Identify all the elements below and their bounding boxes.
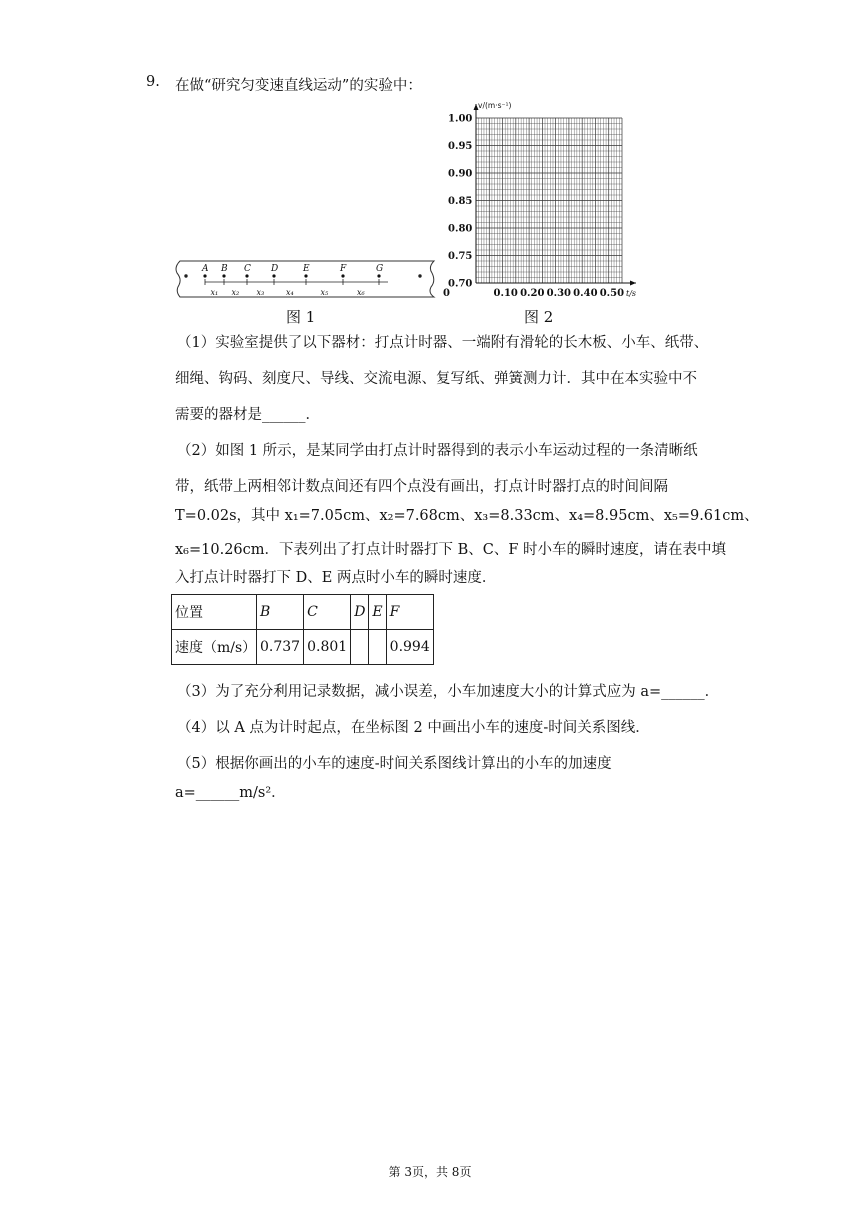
y-axis-label: v/(m·s⁻¹) <box>478 101 512 110</box>
paragraph-2-line-4: x₆=10.26cm．下表列出了打点计时器打下 B、C、F 时小车的瞬时速度，请在表中填 <box>175 542 727 558</box>
question-number: 9. <box>146 74 160 90</box>
y-tick-label: 0.75 <box>448 251 473 262</box>
x-axis-label: t/s <box>626 289 637 298</box>
table-cell: 0.994 <box>386 630 433 665</box>
figure2-caption: 图 2 <box>524 308 554 326</box>
y-tick-label: 0.85 <box>448 196 473 207</box>
x-tick-label: 0.10 <box>493 288 518 299</box>
table-cell: C <box>304 595 351 630</box>
table-cell-blank-d[interactable] <box>351 630 369 665</box>
paragraph-4: （4）以 A 点为计时起点，在坐标图 2 中画出小车的速度-时间关系图线． <box>177 720 650 736</box>
figure2-vt-graph <box>440 100 640 300</box>
y-tick-label: 0.70 <box>448 278 473 290</box>
table-cell: 0.737 <box>257 630 304 665</box>
paragraph-1-line-3: 需要的器材是______． <box>175 407 320 423</box>
figure1-caption: 图 1 <box>286 308 316 326</box>
table-cell: E <box>369 595 386 630</box>
tape-point-label: E <box>303 264 310 274</box>
table-cell-blank-e[interactable] <box>369 630 386 665</box>
paragraph-5-line-1: （5）根据你画出的小车的速度-时间关系图线计算出的小车的加速度 <box>177 756 612 772</box>
tape-segment-label: x₆ <box>357 288 365 297</box>
x-axis-arrow <box>630 281 636 286</box>
tape-dot <box>304 274 307 277</box>
question-title: 在做“研究匀变速直线运动”的实验中： <box>175 78 422 94</box>
x-tick-label: 0.50 <box>599 288 625 299</box>
x-tick-label: 0 <box>443 288 450 299</box>
y-tick-label: 0.95 <box>448 141 473 152</box>
page-footer: 第 3页，共 8页 <box>388 1165 472 1179</box>
table-cell: F <box>386 595 433 630</box>
paragraph-3: （3）为了充分利用记录数据，减小误差，小车加速度大小的计算式应为 a=______． <box>177 684 720 700</box>
tape-point-label: G <box>376 264 384 274</box>
tape-dot <box>222 274 225 277</box>
tape-point-label: C <box>244 264 251 274</box>
tape-point-label: A <box>202 264 209 274</box>
x-tick-label: 0.20 <box>520 288 545 299</box>
paragraph-2-line-2: 带，纸带上两相邻计数点间还有四个点没有画出，打点计时器打点的时间间隔 <box>175 479 668 495</box>
tape-dot <box>203 274 206 277</box>
y-tick-label: 0.80 <box>448 223 473 235</box>
tape-segment-label: x₁ <box>210 288 219 297</box>
tape-point-label: D <box>271 264 279 274</box>
tape-dot <box>377 274 380 277</box>
x-tick-label: 0.30 <box>546 288 571 299</box>
tape-dot <box>272 274 275 277</box>
tape-segment-label: x₃ <box>256 288 265 297</box>
y-tick-label: 0.90 <box>448 168 473 180</box>
tape-point-label: F <box>340 264 347 274</box>
tape-segment-label: x₄ <box>286 288 294 297</box>
table-cell: D <box>351 595 369 630</box>
table-row <box>172 630 434 665</box>
paragraph-1-line-2: 细绳、钩码、刻度尺、导线、交流电源、复写纸、弹簧测力计．其中在本实验中不 <box>175 371 697 387</box>
y-tick-label: 1.00 <box>448 113 473 125</box>
paragraph-1-line-1: （1）实验室提供了以下器材：打点计时器、一端附有滑轮的长木板、小车、纸带、 <box>177 335 709 351</box>
paragraph-2-line-5: 入打点计时器打下 D、E 两点时小车的瞬时速度． <box>175 570 497 586</box>
table-cell: 位置 <box>172 595 257 630</box>
paragraph-2-line-1: （2）如图 1 所示，是某同学由打点计时器得到的表示小车运动过程的一条清晰纸 <box>177 443 698 459</box>
figure1-paper-tape <box>172 255 437 301</box>
velocity-table <box>171 594 434 665</box>
tape-segment-label: x₅ <box>320 288 329 297</box>
paragraph-5-line-2: a=______m/s²． <box>175 785 286 801</box>
tape-dot <box>245 274 248 277</box>
x-tick-label: 0.40 <box>573 288 598 299</box>
table-cell: 0.801 <box>304 630 351 665</box>
tape-point-label: B <box>221 264 228 274</box>
tape-segment-label: x₂ <box>231 288 240 297</box>
tape-dot <box>341 274 344 277</box>
table-cell: 速度（m/s） <box>172 630 257 665</box>
table-row <box>172 595 434 630</box>
paragraph-2-line-3: T=0.02s，其中 x₁=7.05cm、x₂=7.68cm、x₃=8.33cm、x₄=8.95cm、x₅=9.61cm、 <box>175 508 759 524</box>
table-cell: B <box>257 595 304 630</box>
